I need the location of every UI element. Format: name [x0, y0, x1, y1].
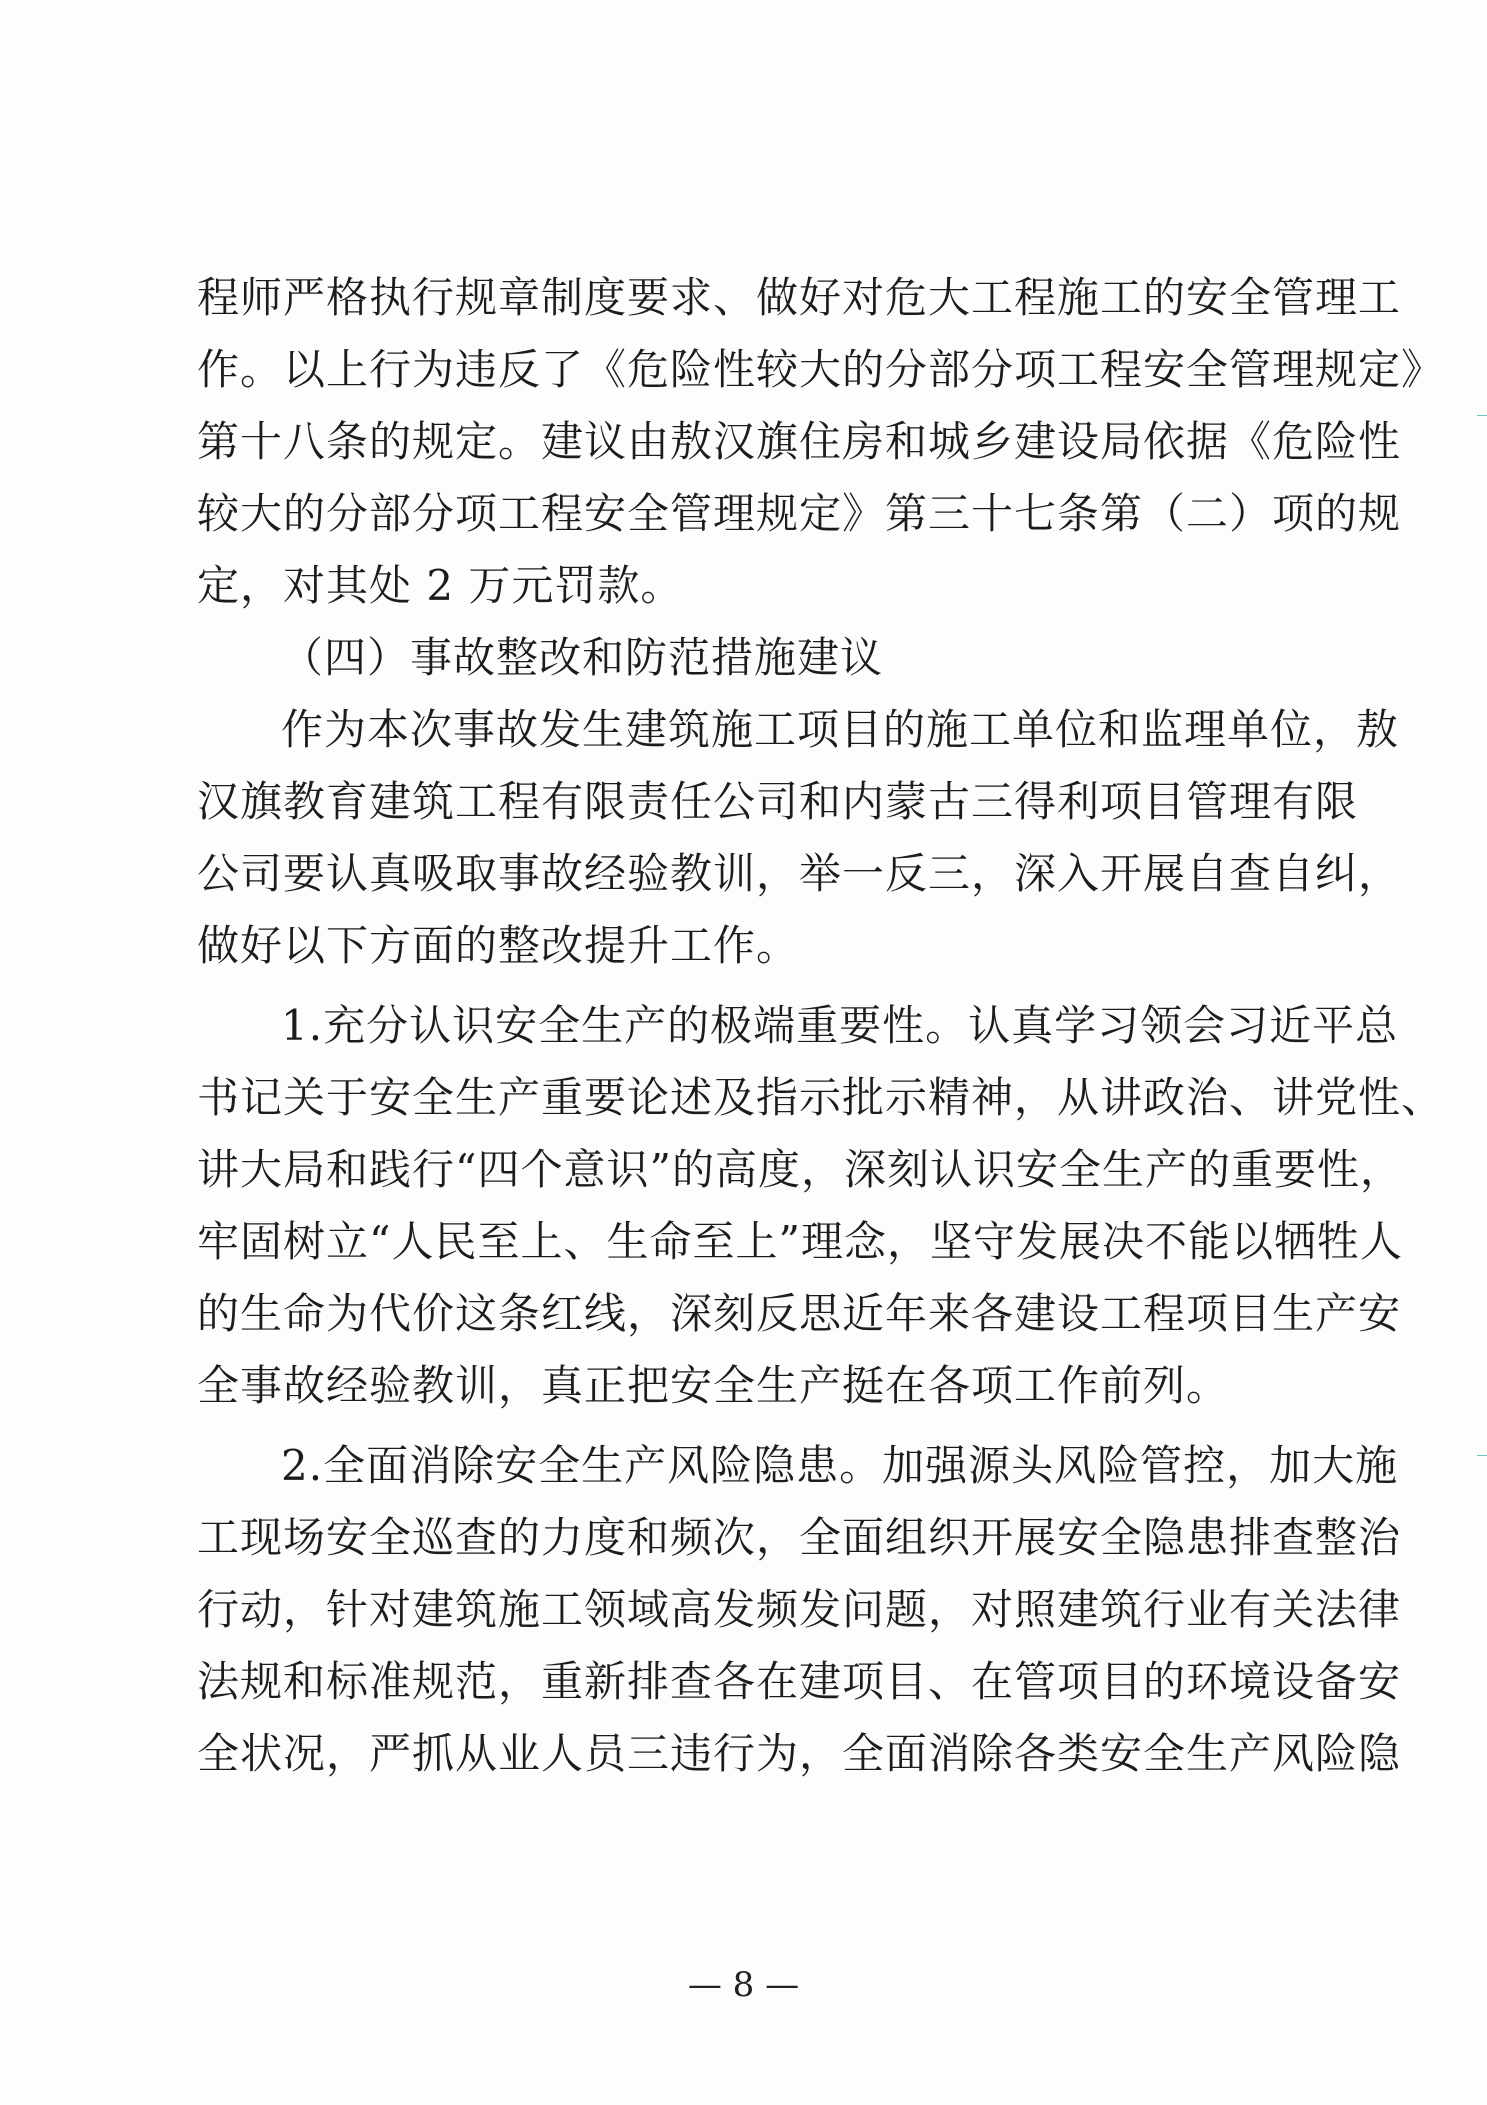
text-line: 行动，针对建筑施工领域高发频发问题，对照建筑行业有关法律	[197, 1585, 1402, 1634]
text-line: 全状况，严抓从业人员三违行为，全面消除各类安全生产风险隐	[197, 1729, 1402, 1778]
text-line: 定，对其处 2 万元罚款。	[197, 561, 684, 610]
text-line: 1.充分认识安全生产的极端重要性。认真学习领会习近平总	[281, 1001, 1399, 1050]
text-line: 做好以下方面的整改提升工作。	[197, 921, 800, 970]
text-line: 作。以上行为违反了《危险性较大的分部分项工程安全管理规定》	[197, 345, 1445, 394]
text-line: 讲大局和践行“四个意识”的高度，深刻认识安全生产的重要性，	[197, 1145, 1403, 1194]
text-line: 公司要认真吸取事故经验教训，举一反三，深入开展自查自纠，	[197, 849, 1402, 898]
text-line: 牢固树立“人民至上、生命至上”理念，坚守发展决不能以牺牲人	[197, 1217, 1403, 1266]
text-line: 工现场安全巡查的力度和频次，全面组织开展安全隐患排查整治	[197, 1513, 1402, 1562]
paragraph	[197, 1430, 1402, 1790]
document-body	[197, 262, 1445, 1790]
text-line: 第十八条的规定。建议由敖汉旗住房和城乡建设局依据《危险性	[197, 417, 1402, 466]
text-line: 法规和标准规范，重新排查各在建项目、在管项目的环境设备安	[197, 1657, 1402, 1706]
text-line: 程师严格执行规章制度要求、做好对危大工程施工的安全管理工	[197, 273, 1402, 322]
text-line: 作为本次事故发生建筑施工项目的施工单位和监理单位，敖	[281, 705, 1400, 754]
page-number: — 8 —	[687, 1965, 800, 2005]
paragraph	[197, 990, 1445, 1422]
scan-edge-mark	[1477, 1455, 1487, 1456]
text-line: 的生命为代价这条红线，深刻反思近年来各建设工程项目生产安	[197, 1289, 1402, 1338]
scan-edge-mark	[1477, 415, 1487, 416]
text-line: 2.全面消除安全生产风险隐患。加强源头风险管控，加大施	[281, 1441, 1399, 1490]
paragraph	[197, 262, 1445, 622]
section-heading	[197, 622, 1287, 694]
text-line: 汉旗教育建筑工程有限责任公司和内蒙古三得利项目管理有限	[197, 777, 1359, 826]
text-line: 书记关于安全生产重要论述及指示批示精神，从讲政治、讲党性、	[197, 1073, 1445, 1122]
text-line: 全事故经验教训，真正把安全生产挺在各项工作前列。	[197, 1361, 1230, 1410]
heading-text: （四）事故整改和防范措施建议	[281, 633, 884, 682]
paragraph	[197, 694, 1402, 982]
text-line: 较大的分部分项工程安全管理规定》第三十七条第（二）项的规	[197, 489, 1402, 538]
